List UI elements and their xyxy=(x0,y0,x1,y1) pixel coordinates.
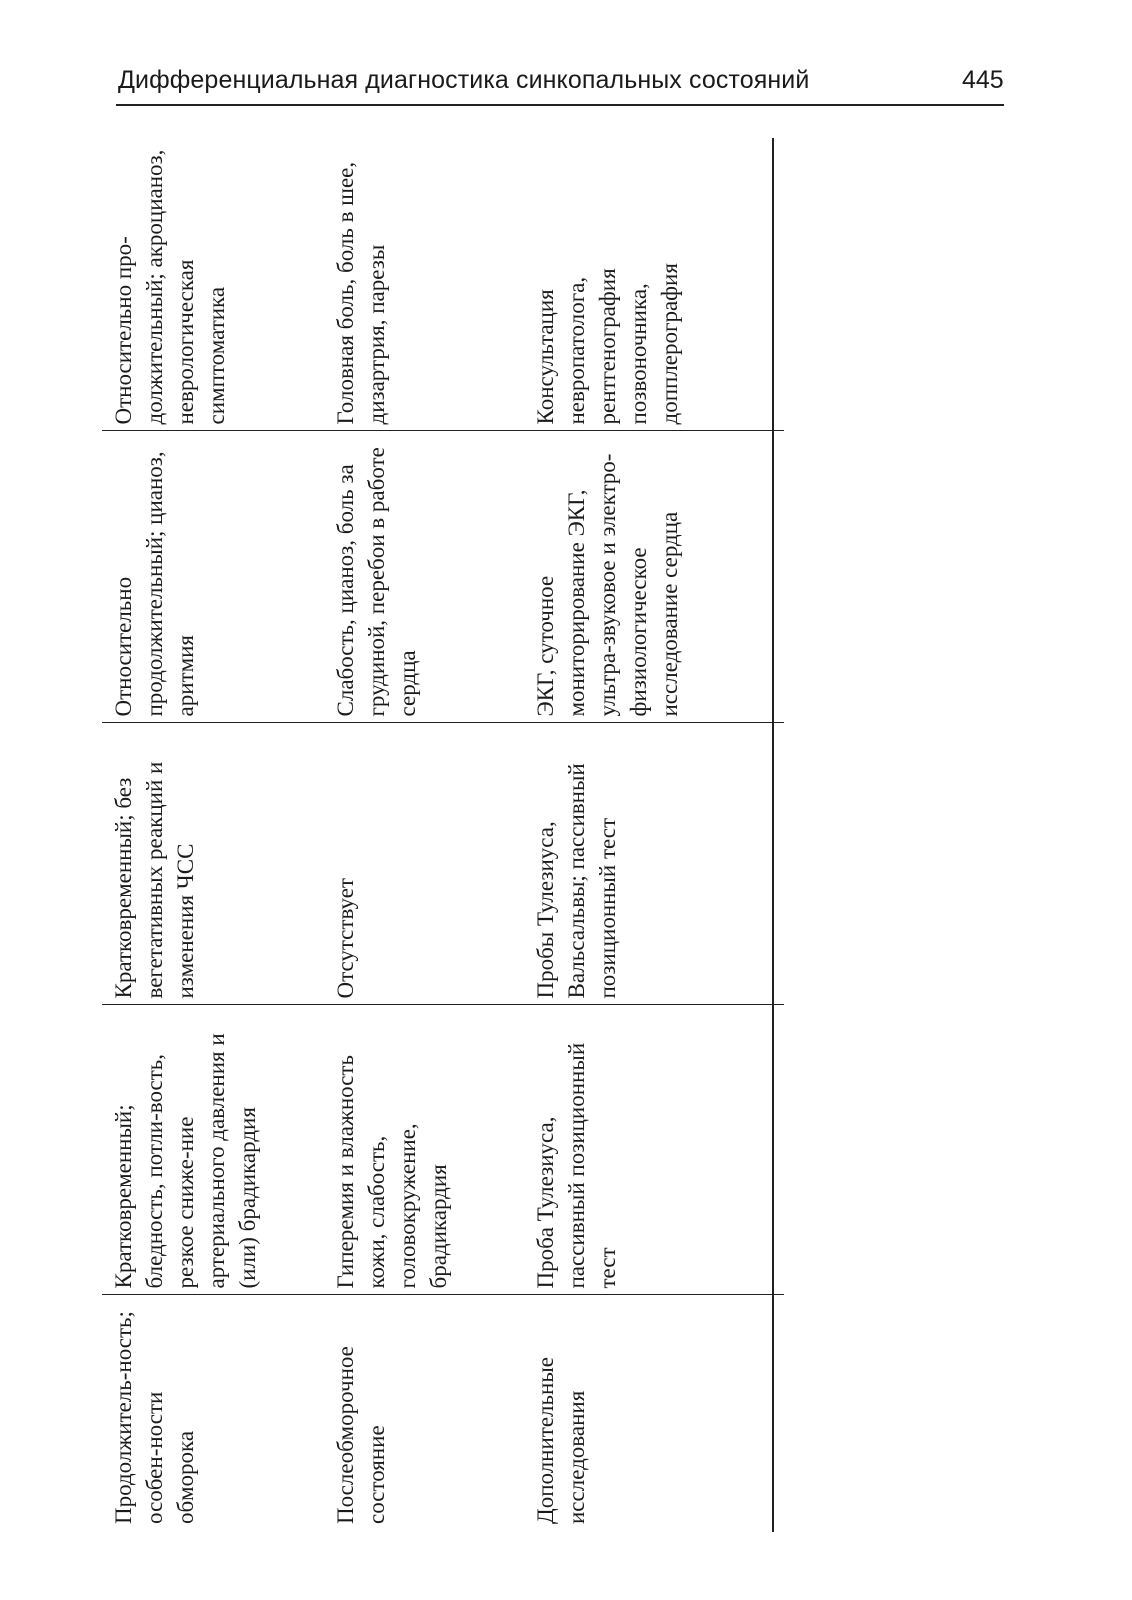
table-row-post-syncope xyxy=(324,140,524,1530)
table-cell: Кратковременный; без вегетативных реакций и изменения ЧСС xyxy=(102,723,324,1005)
differential-table xyxy=(102,140,784,1530)
table-cell: Консультация невропатолога, рентгенография позвоночника, допплерография xyxy=(524,140,784,431)
table-cell: Относительно про-должительный; акроцианоз, неврологическая симптоматика xyxy=(102,140,324,431)
table-cell: Относительно продолжительный; цианоз, аритмия xyxy=(102,431,324,723)
table-row-additional-tests xyxy=(524,140,784,1530)
table-cell: Пробы Тулезиуса, Вальсальвы; пассивный позиционный тест xyxy=(524,723,784,1005)
table-row-duration xyxy=(102,140,324,1530)
running-title: Дифференциальная диагностика синкопальных состояний xyxy=(118,66,810,94)
table-cell: Гиперемия и влажность кожи, слабость, головокружение, брадикардия xyxy=(324,1005,524,1295)
table-cell: ЭКГ, суточное мониторирование ЭКГ, ультра-звуковое и электро-физиологическое исследование сердца xyxy=(524,431,784,723)
header-rule xyxy=(116,104,1004,106)
row-label-post-syncope: Послеобморочное состояние xyxy=(333,1346,389,1524)
row-label-duration: Продолжитель-ность; особен-ности обморока xyxy=(111,1311,198,1524)
table-cell: Кратковременный; бледность, потли-вость, резкое сниже-ние артериального давления и (или) брадикардия xyxy=(102,1005,324,1295)
table-cell: Слабость, цианоз, боль за грудиной, перебои в работе сердца xyxy=(324,431,524,723)
table-cell: Отсутствует xyxy=(324,723,524,1005)
rotated-table xyxy=(102,140,772,1530)
row-label-additional-tests: Дополнительные исследования xyxy=(533,1357,589,1524)
table-cell: Проба Тулезиуса, пассивный позиционный тест xyxy=(524,1005,784,1295)
table-cell: Головная боль, боль в шее, дизартрия, парезы xyxy=(324,140,524,431)
page-number: 445 xyxy=(962,66,1004,94)
